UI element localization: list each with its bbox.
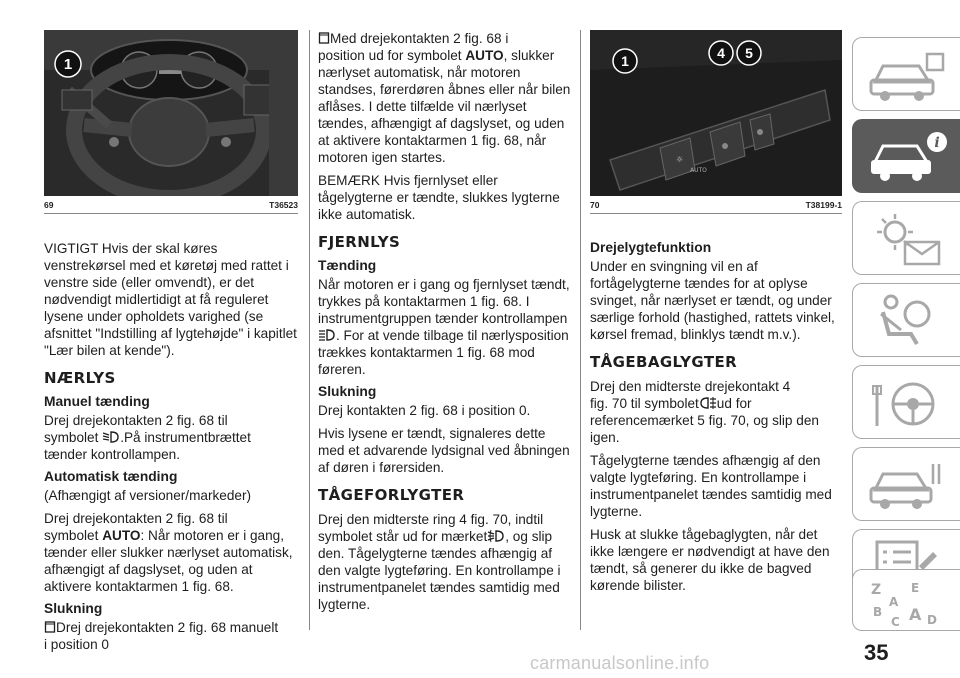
tab-getting-to-know-car[interactable] — [852, 119, 960, 193]
warning-lights-icon — [867, 210, 947, 268]
paragraph-taending: Når motoren er i gang og fjernlyset tændt, trykkes på kontaktarmen 1 fig. 68. I instrumentgruppen tænder kontrollampen. For at vende tilbage til nærlysposition trækkes kontaktarmen 1 fig. 68 mod føreren. — [318, 277, 570, 377]
tab-starting-driving[interactable] — [852, 365, 960, 439]
heading-taagebaglygter: TÅGEBAGLYGTER — [590, 353, 738, 371]
rear-fog-light-icon — [699, 396, 717, 410]
figure-69-steering-wheel — [44, 30, 298, 196]
tab-index[interactable] — [852, 569, 960, 631]
svg-text:1: 1 — [621, 53, 629, 69]
figure-code: T38199-1 — [805, 200, 842, 210]
paragraph-slukning: Drej drejekontakten 2 fig. 68 manuelt i position 0 — [44, 620, 279, 652]
important-note: VIGTIGT Hvis der skal køres venstrekørsel med et køretøj med rattet i venstre side (eller omvendt), er det nødvendigt midlertidigt at få reguleret lysene under opholdets varighed (se afsnittet "Indstilling af lygtehøjde" i kapitlet "Lær bilen at kende"). — [44, 241, 297, 358]
alphabet-index-icon — [867, 578, 947, 630]
figure-number: 69 — [44, 200, 54, 210]
callout-5-icon — [736, 40, 762, 66]
callout-1-icon — [54, 50, 82, 78]
tab-instrument-panel[interactable] — [852, 37, 960, 111]
paragraph-bemaerk: BEMÆRK Hvis fjernlyset eller tågelygterne er tændte, slukkes lygterne ikke automatisk. — [318, 173, 560, 222]
car-emergency-icon — [867, 456, 947, 514]
figure-code: T36523 — [269, 200, 298, 210]
book-ref-icon — [44, 620, 56, 634]
figure-70-light-stalk — [590, 30, 842, 196]
callout-1-icon — [612, 48, 638, 74]
front-fog-light-icon — [487, 529, 505, 543]
svg-text:☼: ☼ — [676, 155, 684, 164]
svg-text:D: D — [927, 613, 937, 627]
heading-slukning: Slukning — [318, 384, 377, 399]
svg-text:A: A — [909, 605, 922, 624]
svg-text:B: B — [873, 605, 883, 619]
seat-airbag-icon — [867, 292, 947, 350]
high-beam-icon — [318, 328, 336, 342]
page-number: 35 — [864, 640, 889, 665]
paragraph-auto-subtitle: (Afhængigt af versioner/markeder) — [44, 488, 252, 503]
svg-text:5: 5 — [745, 45, 753, 61]
paragraph-taageforlygter: Drej den midterste ring 4 fig. 70, indtil symbolet står ud for mærket , og slip den. Tågelygterne tændes afhængig af den valgte lygteføring. En kontrollampe i instrumentpanelet tændes samtidig med lygterne. — [318, 512, 561, 612]
paragraph-manuel: Drej drejekontakten 2 fig. 68 til symbolet .På instrumentbrættet tænder kontrollampen. — [44, 413, 251, 462]
figure-number: 70 — [590, 200, 600, 210]
paragraph-taagebaglygter-2: Tågelygterne tændes afhængig af den valgte lygteføring. En kontrollampe i instrumentpanelet tændes samtidig med lygterne. — [590, 453, 832, 519]
svg-text:Z: Z — [871, 582, 882, 598]
steering-wheel-icon — [867, 374, 947, 432]
svg-text:1: 1 — [63, 56, 73, 73]
tab-in-emergency[interactable] — [852, 447, 960, 521]
column-3 — [590, 30, 842, 600]
svg-text:A: A — [889, 595, 899, 609]
heading-taageforlygter: TÅGEFORLYGTER — [318, 486, 465, 504]
tab-safety[interactable] — [852, 283, 960, 357]
heading-slukning: Slukning — [44, 601, 103, 616]
column-divider — [580, 30, 581, 630]
heading-automatisk-taending: Automatisk tænding — [44, 469, 178, 484]
paragraph-slukning-2: Hvis lysene er tændt, signaleres dette med et advarende lydsignal ved åbningen af døren i førersiden. — [318, 426, 570, 475]
low-beam-icon — [102, 430, 120, 444]
car-info-icon — [867, 128, 947, 186]
svg-text:i: i — [934, 135, 940, 151]
heading-fjernlys: FJERNLYS — [318, 233, 401, 251]
svg-text:C: C — [891, 615, 900, 629]
figure-69-caption — [44, 200, 298, 214]
paragraph-slukning-1: Drej kontakten 2 fig. 68 i position 0. — [318, 403, 531, 418]
svg-text:4: 4 — [717, 45, 725, 61]
heading-manuel-taending: Manuel tænding — [44, 394, 150, 409]
svg-text:E: E — [911, 581, 920, 595]
callout-4-icon — [708, 40, 734, 66]
column-2 — [318, 30, 574, 619]
book-ref-icon — [318, 31, 330, 45]
heading-naerlys: NÆRLYS — [44, 369, 116, 387]
heading-drejelygtefunktion: Drejelygtefunktion — [590, 240, 712, 255]
tab-warning-lights[interactable] — [852, 201, 960, 275]
paragraph-auto: Drej drejekontakten 2 fig. 68 til symbolet AUTO: Når motoren er i gang, tænder eller slukker nærlyset automatisk, afhængigt af dagslyset, og uden at aktivere kontaktarmen 1 fig. 68. — [44, 511, 293, 594]
paragraph-auto-off: Med drejekontakten 2 fig. 68 i position ud for symbolet AUTO, slukker nærlyset automatisk, når motoren standses, førerdøren åbnes eller når bilen aflåses. I dette tilfælde vil nærlyset tændes, afhængigt af dagslyset, og uden at aktivere kontaktarmen 1 fig. 68, når motoren igen startes. — [318, 31, 571, 165]
paragraph-taagebaglygter-1: Drej den midterste drejekontakt 4 fig. 70 til symbolet ud for referencemærket 5 fig. 70, og slip den igen. — [590, 379, 819, 445]
column-1 — [44, 30, 298, 659]
column-divider — [309, 30, 310, 630]
car-dashboard-icon — [867, 46, 947, 104]
heading-taending: Tænding — [318, 258, 377, 273]
figure-70-caption — [590, 200, 842, 214]
paragraph-drejelygte: Under en svingning vil en af fortågelygterne tændes for at oplyse svinget, når nærlyset er tændt, og under særlige forhold (hastighed, rattets vinkel, kørsel fremad, blinklys tændt m.v.). — [590, 259, 835, 342]
paragraph-taagebaglygter-3: Husk at slukke tågebaglygten, når det ikke længere er nødvendigt at have den tændt, så generer du ikke de bagved kørende bilister. — [590, 527, 830, 593]
watermark: carmanualsonline.info — [530, 653, 710, 673]
svg-text:AUTO: AUTO — [690, 167, 707, 174]
